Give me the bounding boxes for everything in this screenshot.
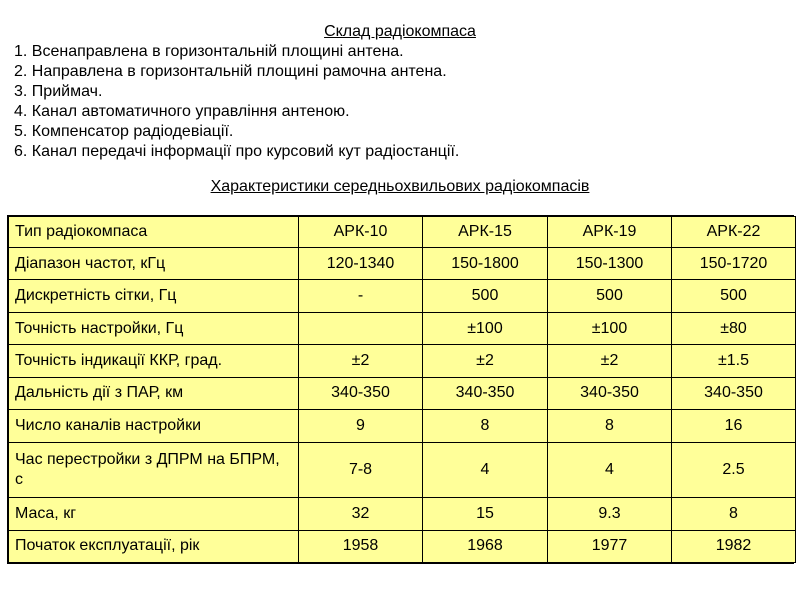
column-header: АРК-22 (672, 217, 796, 248)
table-cell: ±100 (548, 312, 672, 344)
row-label: Дальність дії з ПАР, км (9, 377, 299, 409)
table-cell: 150-1800 (423, 248, 548, 280)
column-header: Тип радіокомпаса (9, 217, 299, 248)
table-cell: ±2 (548, 345, 672, 377)
row-label: Дискретність сітки, Гц (9, 280, 299, 312)
row-label: Діапазон частот, кГц (9, 248, 299, 280)
table-cell: 500 (548, 280, 672, 312)
table-cell: 340-350 (299, 377, 423, 409)
table-cell: 9 (299, 410, 423, 442)
table-cell: 2.5 (672, 442, 796, 497)
table-row (9, 280, 796, 312)
table-cell: 1968 (423, 530, 548, 562)
row-label: Точність настройки, Гц (9, 312, 299, 344)
column-header: АРК-15 (423, 217, 548, 248)
list-item: 4. Канал автоматичного управління антеною. (14, 103, 350, 120)
table-cell: ±2 (423, 345, 548, 377)
table-cell: 9.3 (548, 498, 672, 530)
table-cell: 150-1720 (672, 248, 796, 280)
table-cell: 500 (423, 280, 548, 312)
composition-list (14, 42, 459, 162)
table-cell: 340-350 (548, 377, 672, 409)
table-cell: 16 (672, 410, 796, 442)
table-title: Характеристики середньохвильових радіокомпасів (210, 178, 590, 195)
table-row (9, 530, 796, 562)
table-cell: 500 (672, 280, 796, 312)
table-cell: 1977 (548, 530, 672, 562)
row-label: Час перестройки з ДПРМ на БПРМ, с (9, 442, 299, 497)
table-row (9, 377, 796, 409)
table-row (9, 410, 796, 442)
table-cell: 1958 (299, 530, 423, 562)
list-item: 1. Всенаправлена в горизонтальній площині антена. (14, 43, 404, 60)
list-item: 6. Канал передачі інформації про курсовий кут радіостанції. (14, 143, 460, 160)
list-item: 3. Приймач. (14, 83, 103, 100)
table-row (9, 248, 796, 280)
table-row (9, 345, 796, 377)
characteristics-table-container (7, 215, 794, 564)
table-cell: 120-1340 (299, 248, 423, 280)
row-label: Точність індикації ККР, град. (9, 345, 299, 377)
table-cell: 340-350 (423, 377, 548, 409)
table-cell: 7-8 (299, 442, 423, 497)
table-cell (299, 312, 423, 344)
table-row (9, 312, 796, 344)
column-header: АРК-10 (299, 217, 423, 248)
row-label: Число каналів настройки (9, 410, 299, 442)
table-header-row (9, 217, 796, 248)
table-cell: 8 (672, 498, 796, 530)
table-row (9, 442, 796, 497)
table-cell: 1982 (672, 530, 796, 562)
list-item: 2. Направлена в горизонтальній площині рамочна антена. (14, 63, 447, 80)
table-cell: 4 (423, 442, 548, 497)
table-cell: ±100 (423, 312, 548, 344)
table-cell: ±2 (299, 345, 423, 377)
table-row (9, 498, 796, 530)
table-cell: 8 (548, 410, 672, 442)
table-cell: ±80 (672, 312, 796, 344)
table-cell: - (299, 280, 423, 312)
table-cell: 8 (423, 410, 548, 442)
table-cell: 15 (423, 498, 548, 530)
row-label: Початок експлуатації, рік (9, 530, 299, 562)
table-cell: ±1.5 (672, 345, 796, 377)
characteristics-table (8, 216, 796, 563)
column-header: АРК-19 (548, 217, 672, 248)
table-cell: 32 (299, 498, 423, 530)
table-cell: 4 (548, 442, 672, 497)
table-cell: 150-1300 (548, 248, 672, 280)
list-item: 5. Компенсатор радіодевіації. (14, 123, 234, 140)
row-label: Маса, кг (9, 498, 299, 530)
table-cell: 340-350 (672, 377, 796, 409)
page-title: Склад радіокомпаса (324, 23, 476, 40)
